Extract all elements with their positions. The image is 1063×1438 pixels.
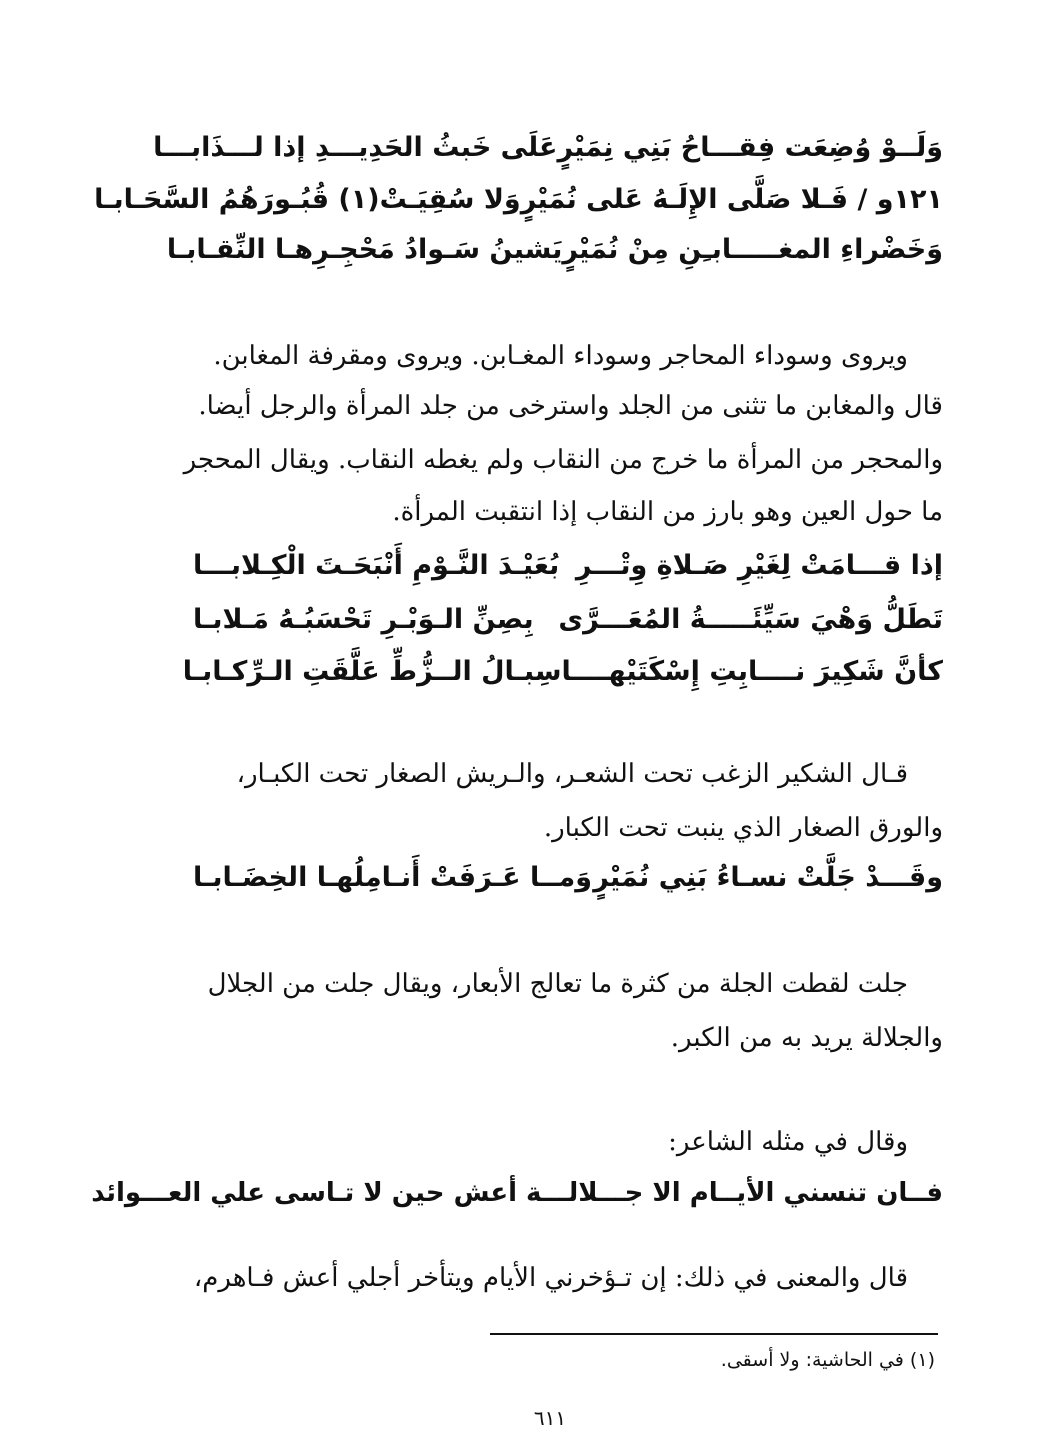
prose-line: والورق الصغار الذي ينبت تحت الكبار. [543, 813, 943, 843]
verse-first-hemistich: كأنَّ شَكِيرَ نــــابِتِ إِسْكَتَيْهــــا [561, 655, 943, 687]
verse-first-hemistich: إذا قـــامَتْ لِغَيْرِ صَـلاةِ وِتْـــرِ [575, 549, 943, 581]
prose-line: ما حول العين وهو بارز من النقاب إذا انتقبت المرأة. [392, 497, 943, 527]
verse-first-hemistich: وَخَضْراءِ المغـــــابـِنِ مِنْ نُمَيْرٍ [562, 233, 943, 265]
verse-second-hemistich: سِبـالُ الــزُّطِّ عَلَّقَتِ الـرِّكـابـا [182, 655, 562, 687]
verse-second-hemistich: وَمــا عَـرَفَتْ أَنـامِلُهـا الخِضَـابـا [193, 861, 593, 893]
prose-line: ويروى وسوداء المحاجر وسوداء المغـابن. ويروى ومقرفة المغابن. [213, 341, 908, 371]
prose-line: قـال الشكير الزغب تحت الشعـر، والـريش الصغار تحت الكبـار، [236, 759, 908, 789]
prose-line: والمحجر من المرأة ما خرج من النقاب ولم يغطه النقاب. ويقال المحجر [183, 445, 943, 475]
verse-line [193, 850, 943, 904]
verse-line [94, 172, 943, 226]
footnote-divider [490, 1333, 938, 1335]
verse-line [182, 644, 943, 698]
verse-second-hemistich: يَشينُ سَـوادُ مَحْجِـرِهـا النِّقـابـا [166, 233, 563, 265]
footnote: (١) في الحاشية: ولا أسقى. [720, 1349, 935, 1371]
verse-second-hemistich: بُعَيْـدَ النَّـوْمِ أَنْبَحَـتَ الْكِـلابـــا [193, 549, 560, 581]
prose-line: قال والمغابن ما تثنى من الجلد واسترخى من جلد المرأة والرجل أيضا. [198, 391, 943, 421]
page-number: ٦١١ [533, 1406, 567, 1430]
verse-line [193, 538, 943, 592]
verse-second-hemistich: وَلا سُقِيَـتْ(١) قُبُـورَهُمُ السَّحَـابـا [94, 183, 521, 215]
verse-line [153, 120, 943, 174]
verse-first-hemistich: تَطَلُّ وَهْيَ سَيِّئَـــــةُ المُعَـــرَّى [558, 603, 943, 635]
verse-second-hemistich: عَلَى خَبثُ الحَدِيـــدِ إذا لـــذَابـــا [153, 131, 558, 163]
single-verse-line: فــان تنسني الأيــام الا جـــلالـــة أعش حين لا تـاسى علي العـــوائد [91, 1178, 943, 1208]
verse-first-hemistich: وَلَــوْ وُضِعَت فِقـــاحُ بَنِي نِمَيْرٍ [557, 131, 943, 163]
prose-line: جلت لقطت الجلة من كثرة ما تعالج الأبعار، ويقال جلت من الجلال [207, 969, 908, 999]
verse-line [166, 222, 943, 276]
prose-line: قال والمعنى في ذلك: إن تـؤخرني الأيام ويتأخر أجلي أعش فـاهرم، [193, 1263, 908, 1293]
verse-line [193, 592, 943, 646]
prose-line: والجلالة يريد به من الكبر. [670, 1023, 943, 1053]
prose-line: وقال في مثله الشاعر: [668, 1127, 908, 1157]
verse-second-hemistich: بِصِنِّ الـوَبْـرِ تَحْسَبُـهُ مَـلابـا [193, 603, 534, 635]
verse-first-hemistich: ١٢١و / فَـلا صَلَّى الإِلَـهُ عَلى نُمَيْرٍ [520, 183, 943, 215]
verse-first-hemistich: وقَـــدْ جَلَّتْ نسـاءُ بَنِي نُمَيْرٍ [593, 861, 943, 893]
